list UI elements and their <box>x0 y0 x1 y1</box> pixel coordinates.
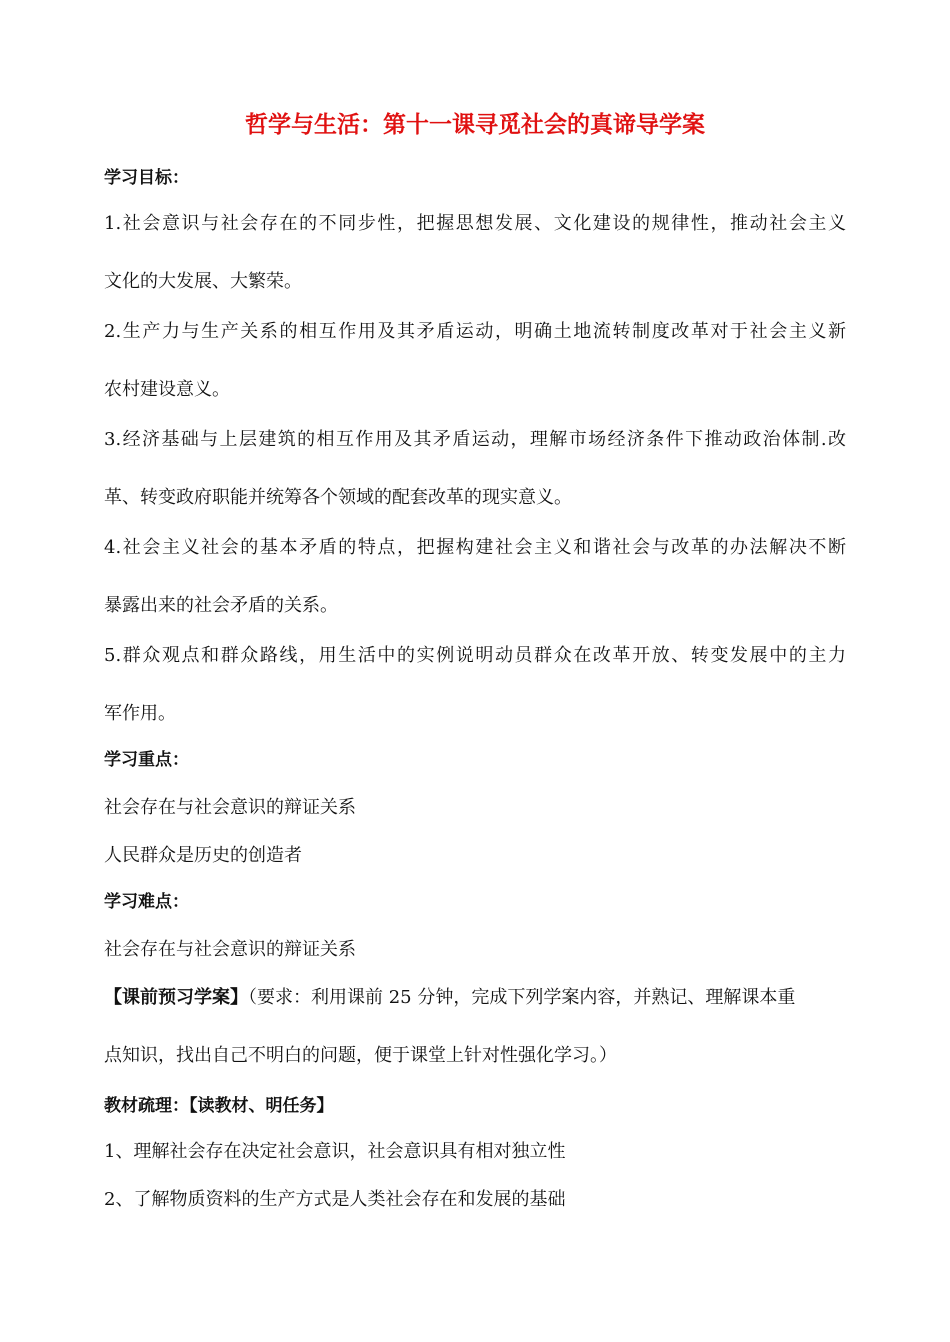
preview-requirement: （要求：利用课前 25 分钟，完成下列学案内容，并熟记、理解课本重 <box>248 987 796 1008</box>
objective-4-line1: 4.社会主义社会的基本矛盾的特点，把握构建社会主义和谐社会与改革的办法解决不断 <box>104 537 846 558</box>
preview-label: 【课前预习学案】 <box>104 987 248 1008</box>
key-point-2: 人民群众是历史的创造者 <box>104 845 302 866</box>
preview-line1 <box>104 986 846 1010</box>
difficulties-heading: 学习难点： <box>104 892 189 912</box>
objective-5-line1: 5.群众观点和群众路线，用生活中的实例说明动员群众在改革开放、转变发展中的主力 <box>104 645 846 666</box>
key-points-heading: 学习重点： <box>104 750 189 770</box>
objectives-heading: 学习目标： <box>104 168 189 188</box>
document-title: 哲学与生活：第十一课寻觅社会的真谛导学案 <box>245 112 705 138</box>
difficulty-1: 社会存在与社会意识的辩证关系 <box>104 939 356 960</box>
textbook-item-1: 1、理解社会存在决定社会意识，社会意识具有相对独立性 <box>104 1141 566 1162</box>
objective-3-line2: 革、转变政府职能并统筹各个领域的配套改革的现实意义。 <box>104 487 572 508</box>
objective-1-line2: 文化的大发展、大繁荣。 <box>104 271 302 292</box>
objective-2-line2: 农村建设意义。 <box>104 379 230 400</box>
textbook-heading: 教材疏理：【读教材、明任务】 <box>104 1096 334 1116</box>
objective-5-line2: 军作用。 <box>104 703 176 724</box>
preview-line2: 点知识，找出自己不明白的问题，便于课堂上针对性强化学习。） <box>104 1045 617 1066</box>
key-point-1: 社会存在与社会意识的辩证关系 <box>104 797 356 818</box>
objective-3-line1: 3.经济基础与上层建筑的相互作用及其矛盾运动，理解市场经济条件下推动政治体制.改 <box>104 429 846 450</box>
textbook-item-2: 2、了解物质资料的生产方式是人类社会存在和发展的基础 <box>104 1189 566 1210</box>
objective-4-line2: 暴露出来的社会矛盾的关系。 <box>104 595 338 616</box>
objective-1-line1: 1.社会意识与社会存在的不同步性，把握思想发展、文化建设的规律性，推动社会主义 <box>104 213 846 234</box>
objective-2-line1: 2.生产力与生产关系的相互作用及其矛盾运动，明确土地流转制度改革对于社会主义新 <box>104 321 846 342</box>
